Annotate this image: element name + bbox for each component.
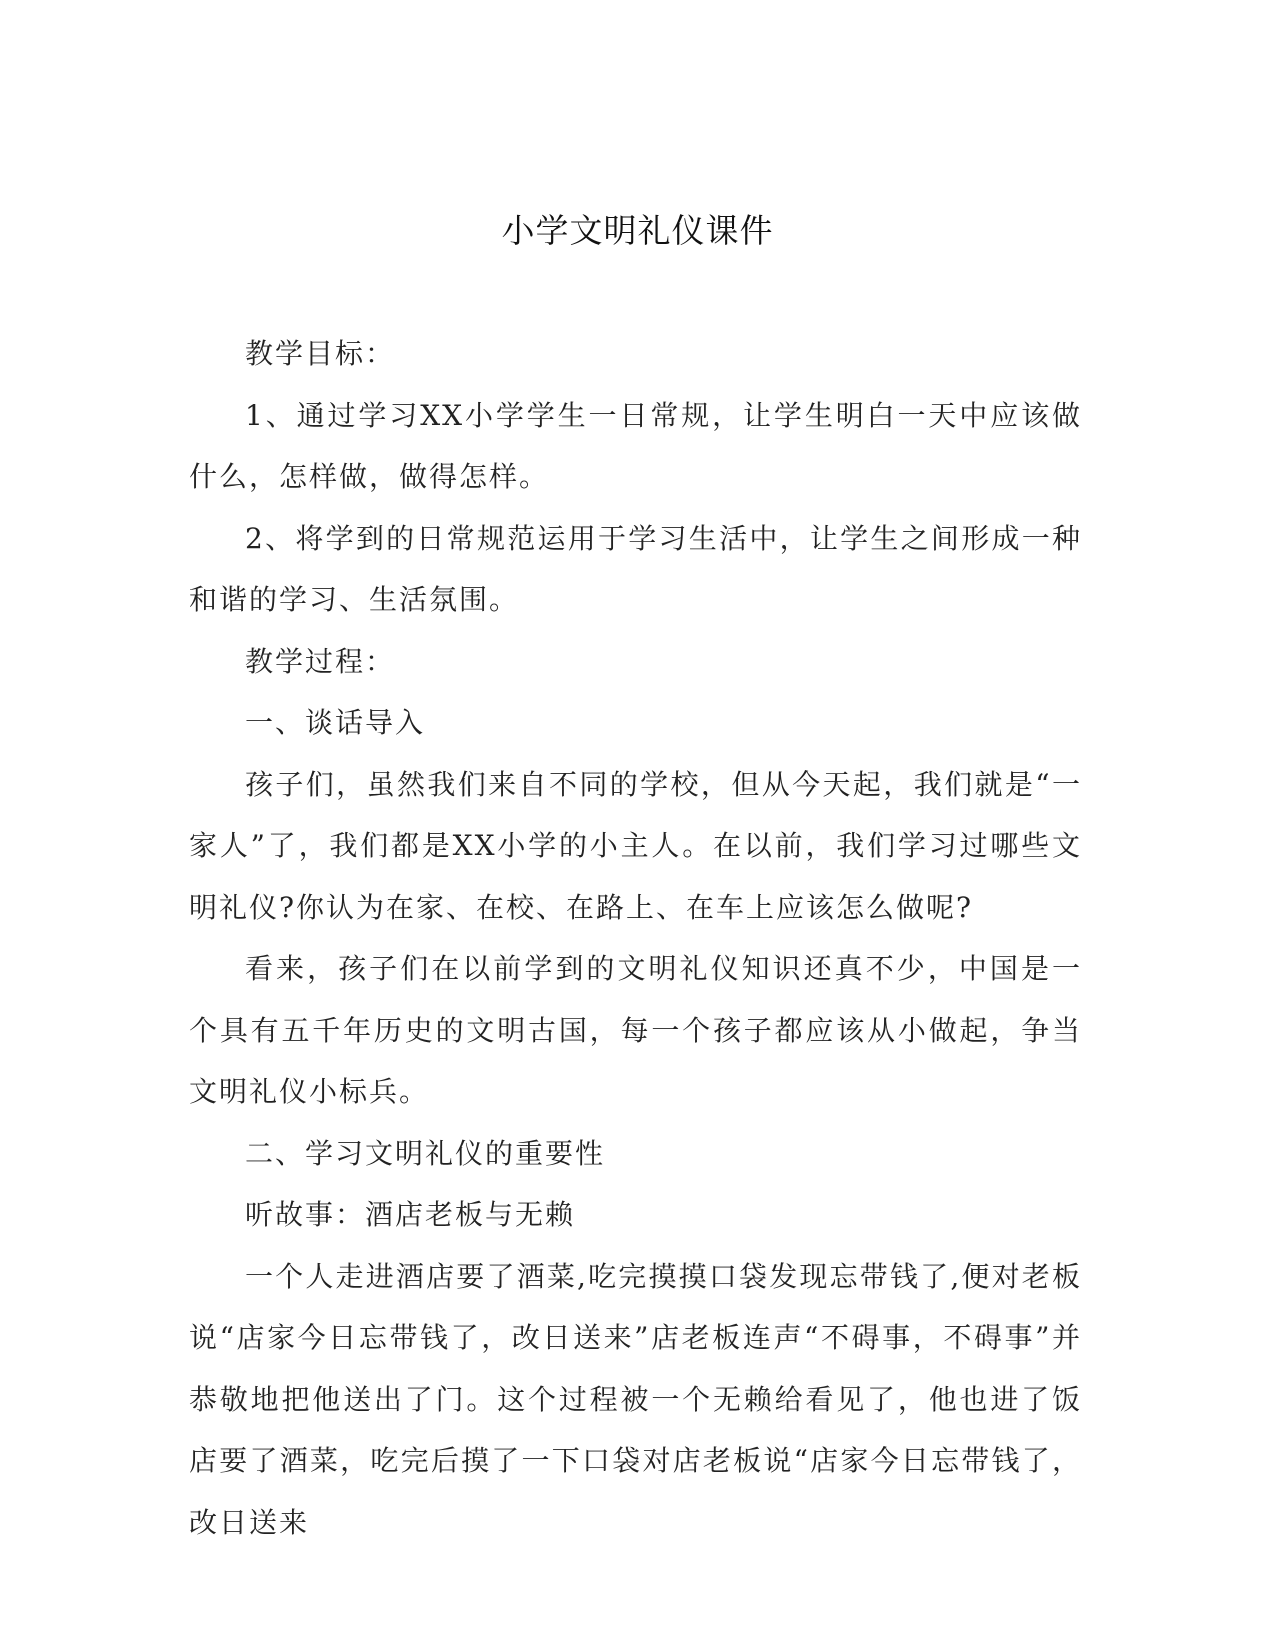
section-heading: 二、学习文明礼仪的重要性	[245, 1136, 606, 1170]
paragraph: 听故事：酒店老板与无赖	[245, 1198, 576, 1231]
document-body	[189, 323, 1082, 1553]
paragraph: 1、通过学习XX小学学生一日常规，让学生明白一天中应该做什么，怎样做，做得怎样。	[189, 398, 1082, 493]
paragraph: 看来，孩子们在以前学到的文明礼仪知识还真不少，中国是一个具有五千年历史的文明古国，每一个孩子都应该从小做起，争当文明礼仪小标兵。	[189, 952, 1082, 1108]
section-heading: 一、谈话导入	[245, 706, 426, 739]
paragraph: 教学过程：	[245, 644, 396, 678]
paragraph: 一个人走进酒店要了酒菜,吃完摸摸口袋发现忘带钱了,便对老板说“店家今日忘带钱了，改日送来”店老板连声“不碍事，不碍事”并恭敬地把他送出了门。这个过程被一个无赖给看见了，他也进了饭店要了酒菜，吃完后摸了一下口袋对店老板说“店家今日忘带钱了，改日送来	[189, 1259, 1082, 1539]
document-title: 小学文明礼仪课件	[501, 211, 774, 250]
paragraph: 教学目标：	[245, 337, 396, 370]
paragraph: 2、将学到的日常规范运用于学习生活中，让学生之间形成一种和谐的学习、生活氛围。	[189, 521, 1082, 616]
paragraph: 孩子们，虽然我们来自不同的学校，但从今天起，我们就是“一家人”了，我们都是XX小学的小主人。在以前，我们学习过哪些文明礼仪?你认为在家、在校、在路上、在车上应该怎么做呢?	[189, 767, 1082, 924]
